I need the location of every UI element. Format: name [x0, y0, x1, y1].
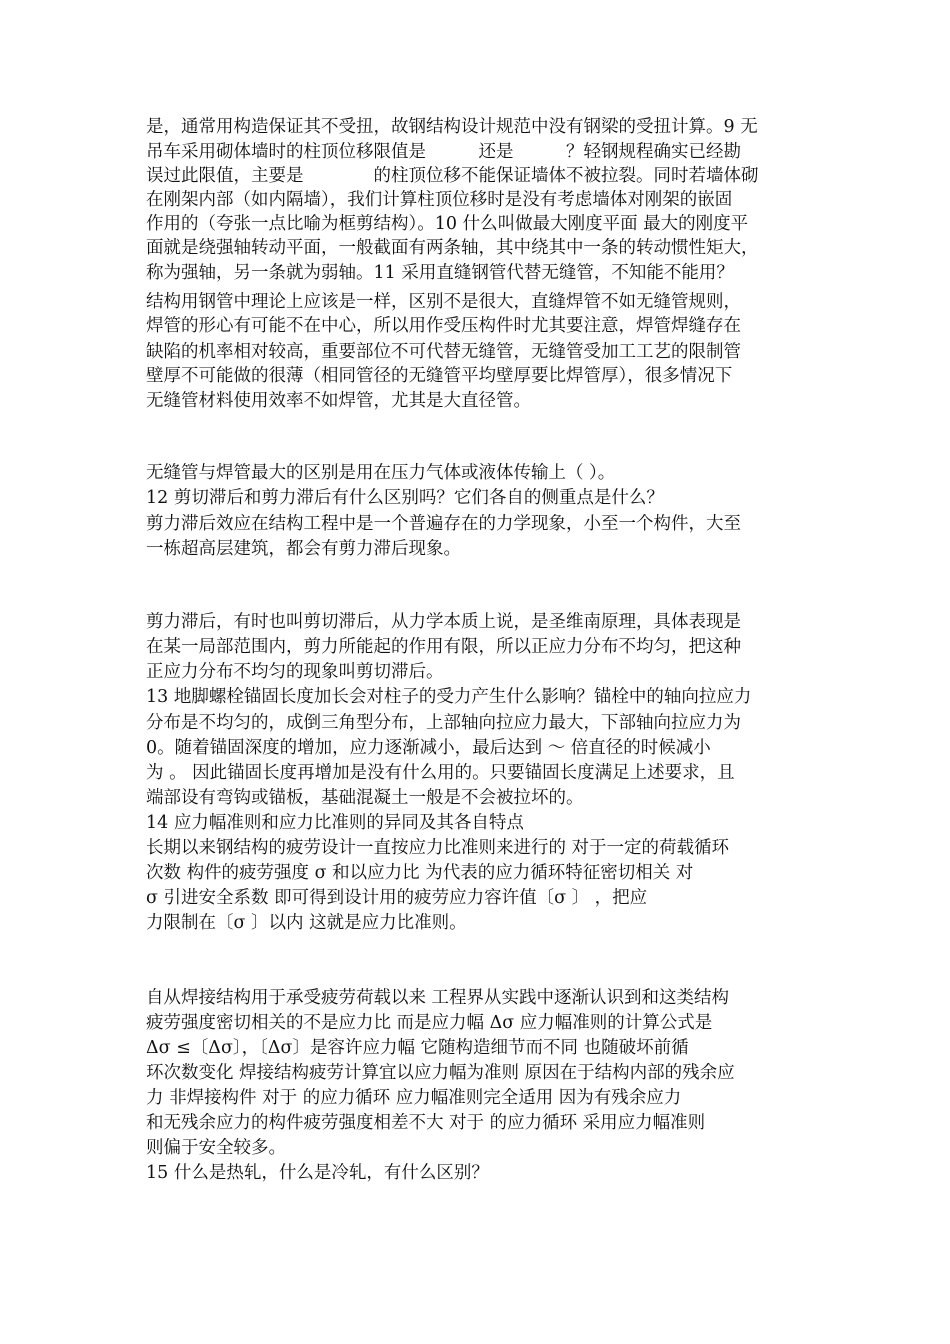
text-line: 力 非焊接构件 对于 的应力循环 应力幅准则完全适用 因为有残余应力: [146, 1088, 682, 1108]
text-line: 误过此限值，主要是 的柱顶位移不能保证墙体不被拉裂。同时若墙体砌: [146, 166, 759, 186]
text-line: 一栋超高层建筑，都会有剪力滞后现象。: [146, 539, 461, 559]
text-line: 0。随着锚固深度的增加，应力逐渐减小，最后达到 ～ 倍直径的时候减小: [146, 738, 711, 758]
text-line: 次数 构件的疲劳强度 σ 和以应力比 为代表的应力循环特征密切相关 对: [146, 863, 694, 883]
text-line: 长期以来钢结构的疲劳设计一直按应力比准则来进行的 对于一定的荷载循环: [146, 838, 730, 858]
text-line: 12 剪切滞后和剪力滞后有什么区别吗？它们各自的侧重点是什么？: [146, 488, 664, 508]
text-line: 吊车采用砌体墙时的柱顶位移限值是 还是 ？轻钢规程确实已经勘: [146, 142, 741, 162]
text-line: 是，通常用构造保证其不受扭，故钢结构设计规范中没有钢梁的受扭计算。9 无: [146, 117, 758, 137]
text-line: 结构用钢管中理论上应该是一样，区别不是很大，直缝焊管不如无缝管规则，: [146, 292, 741, 312]
text-line: 作用的（夸张一点比喻为框剪结构）。10 什么叫做最大刚度平面 最大的刚度平: [146, 214, 749, 234]
text-line: 面就是绕强轴转动平面，一般截面有两条轴，其中绕其中一条的转动惯性矩大，: [146, 238, 759, 258]
text-line: 剪力滞后，有时也叫剪切滞后，从力学本质上说，是圣维南原理，具体表现是: [146, 612, 741, 632]
text-line: 14 应力幅准则和应力比准则的异同及其各自特点: [146, 813, 524, 833]
text-line: 则偏于安全较多。: [146, 1138, 286, 1158]
text-line: 无缝管材料使用效率不如焊管，尤其是大直径管。: [146, 391, 531, 411]
text-line: 环次数变化 焊接结构疲劳计算宜以应力幅为准则 原因在于结构内部的残余应: [146, 1063, 735, 1083]
text-line: 13 地脚螺栓锚固长度加长会对柱子的受力产生什么影响？锚栓中的轴向拉应力: [146, 687, 752, 707]
text-line: 焊管的形心有可能不在中心，所以用作受压构件时尤其要注意，焊管焊缝存在: [146, 316, 741, 336]
text-line: 为 。 因此锚固长度再增加是没有什么用的。只要锚固长度满足上述要求，且: [146, 763, 735, 783]
text-line: 力限制在〔σ 〕以内 这就是应力比准则。: [146, 913, 467, 933]
text-line: σ 引进安全系数 即可得到设计用的疲劳应力容许值〔σ 〕 ，把应: [146, 888, 648, 908]
text-line: 在某一局部范围内，剪力所能起的作用有限，所以正应力分布不均匀，把这种: [146, 637, 741, 657]
text-line: 在刚架内部（如内隔墙），我们计算柱顶位移时是没有考虑墙体对刚架的嵌固: [146, 190, 733, 210]
text-line: 称为强轴，另一条就为弱轴。11 采用直缝钢管代替无缝管，不知能不能用？: [146, 263, 734, 283]
text-line: 分布是不均匀的，成倒三角型分布，上部轴向拉应力最大，下部轴向拉应力为: [146, 713, 741, 733]
text-line: 壁厚不可能做的很薄（相同管径的无缝管平均壁厚要比焊管厚），很多情况下: [146, 366, 733, 386]
text-line: 自从焊接结构用于承受疲劳荷载以来 工程界从实践中逐渐认识到和这类结构: [146, 988, 730, 1008]
text-line: 疲劳强度密切相关的不是应力比 而是应力幅 Δσ 应力幅准则的计算公式是: [146, 1013, 713, 1033]
text-line: 端部设有弯钩或锚板，基础混凝土一般是不会被拉坏的。: [146, 788, 584, 808]
text-line: 缺陷的机率相对较高，重要部位不可代替无缝管，无缝管受加工工艺的限制管: [146, 342, 741, 362]
text-line: Δσ ≤〔Δσ〕，〔Δσ〕是容许应力幅 它随构造细节而不同 也随破坏前循: [146, 1038, 689, 1058]
text-line: 正应力分布不均匀的现象叫剪切滞后。: [146, 662, 444, 682]
text-line: 剪力滞后效应在结构工程中是一个普遍存在的力学现象，小至一个构件，大至: [146, 514, 741, 534]
text-line: 和无残余应力的构件疲劳强度相差不大 对于 的应力循环 采用应力幅准则: [146, 1113, 706, 1133]
text-line: 15 什么是热轧，什么是冷轧，有什么区别？: [146, 1163, 489, 1183]
text-line: 无缝管与焊管最大的区别是用在压力气体或液体传输上（ ）。: [146, 463, 616, 483]
